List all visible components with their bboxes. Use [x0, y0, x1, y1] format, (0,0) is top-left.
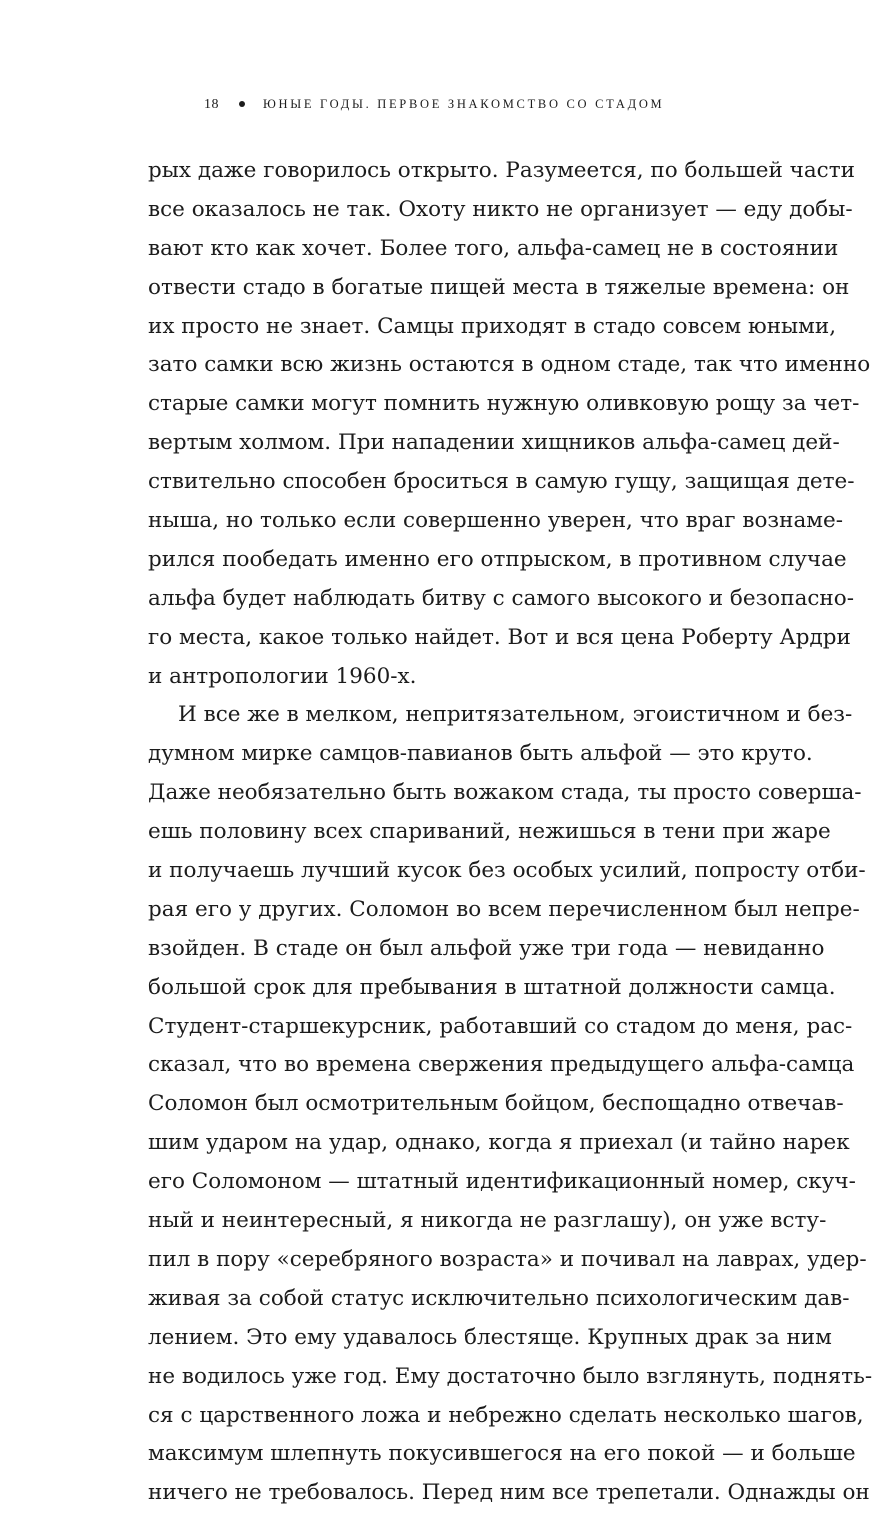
paragraph [148, 696, 872, 1513]
text-line: старые самки могут помнить нужную оливковую рощу за чет- [148, 391, 860, 417]
paragraph [148, 152, 871, 696]
text-line: взойден. В стаде он был альфой уже три года — невиданно [148, 935, 825, 961]
text-line: большой срок для пребывания в штатной должности самца. [148, 974, 836, 1000]
text-line: ствительно способен броситься в самую гущу, защищая дете- [148, 469, 855, 495]
text-line: рился пообедать именно его отпрыском, в противном случае [148, 546, 847, 572]
text-line: не водилось уже год. Ему достаточно было взглянуть, поднять- [148, 1363, 872, 1389]
text-line: их просто не знает. Самцы приходят в стадо совсем юными, [148, 313, 837, 339]
text-line: пил в пору «серебряного возраста» и почивал на лаврах, удер- [148, 1246, 867, 1272]
text-line: все оказалось не так. Охоту никто не организует — еду добы- [148, 196, 853, 222]
text-line: Студент-старшекурсник, работавший со стадом до меня, рас- [148, 1013, 853, 1039]
text-line: отвести стадо в богатые пищей места в тяжелые времена: он [148, 274, 850, 300]
text-line: живая за собой статус исключительно психологическим дав- [148, 1285, 850, 1311]
text-line: ный и неинтересный, я никогда не разглашу), он уже всту- [148, 1208, 827, 1234]
text-line: лением. Это ему удавалось блестяще. Крупных драк за ним [148, 1324, 832, 1350]
running-title: ЮНЫЕ ГОДЫ. ПЕРВОЕ ЗНАКОМСТВО СО СТАДОМ [263, 97, 665, 111]
text-line: и получаешь лучший кусок без особых усилий, попросту отби- [148, 858, 866, 884]
text-line: ся с царственного ложа и небрежно сделать несколько шагов, [148, 1402, 864, 1428]
bullet-separator-icon [239, 101, 245, 107]
text-line: сказал, что во времена свержения предыдущего альфа-самца [148, 1052, 855, 1078]
text-line: вают кто как хочет. Более того, альфа-самец не в состоянии [148, 235, 839, 261]
text-line: вертым холмом. При нападении хищников альфа-самец дей- [148, 430, 840, 456]
text-line: ничего не требовалось. Перед ним все трепетали. Однажды он [148, 1480, 870, 1506]
text-line: го места, какое только найдет. Вот и вся цена Роберту Ардри [148, 624, 851, 650]
page-number: 18 [204, 97, 219, 112]
text-line: ныша, но только если совершенно уверен, что враг вознаме- [148, 508, 844, 534]
text-line: И все же в мелком, непритязательном, эгоистичном и без- [178, 702, 853, 728]
text-line: его Соломоном — штатный идентификационный номер, скуч- [148, 1169, 856, 1195]
text-line: думном мирке самцов-павианов быть альфой — это круто. [148, 741, 813, 767]
text-line: Даже необязательно быть вожаком стада, ты просто соверша- [148, 780, 862, 806]
text-line: и антропологии 1960-х. [148, 663, 417, 689]
body-text [148, 152, 872, 1513]
text-line: альфа будет наблюдать битву с самого высокого и безопасно- [148, 585, 854, 611]
running-head [204, 94, 724, 114]
text-line: ешь половину всех спариваний, нежишься в тени при жаре [148, 819, 831, 845]
text-line: максимум шлепнуть покусившегося на его покой — и больше [148, 1441, 856, 1467]
text-line: зато самки всю жизнь остаются в одном стаде, так что именно [148, 352, 871, 378]
text-line: шим ударом на удар, однако, когда я приехал (и тайно нарек [148, 1130, 850, 1156]
text-line: рых даже говорилось открыто. Разумеется, по большей части [148, 158, 855, 183]
text-line: Соломон был осмотрительным бойцом, беспощадно отвечав- [148, 1091, 844, 1117]
text-line: рая его у других. Соломон во всем перечисленном был непре- [148, 896, 860, 922]
